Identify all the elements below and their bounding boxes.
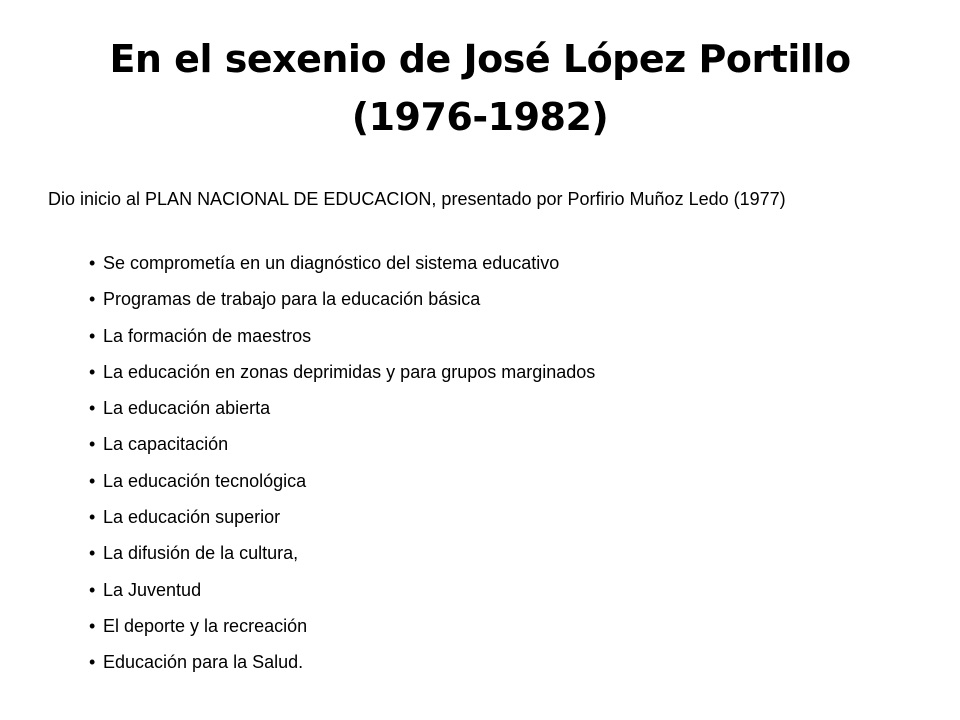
- bullet-text: Educación para la Salud.: [103, 652, 304, 673]
- bullet-dot-icon: •: [89, 434, 96, 455]
- intro-paragraph: Dio inicio al PLAN NACIONAL DE EDUCACION, presentado por Porfirio Muñoz Ledo (1977): [48, 189, 786, 209]
- slide-title: [40, 30, 920, 146]
- bullet-item: [89, 250, 929, 286]
- bullet-text: La educación superior: [103, 507, 281, 528]
- title-line-2: (1976-1982): [351, 95, 609, 139]
- bullet-text: La difusión de la cultura,: [103, 543, 299, 564]
- bullet-dot-icon: •: [89, 615, 96, 636]
- bullet-item: [89, 577, 929, 613]
- bullet-text: La Juventud: [103, 579, 202, 600]
- bullet-dot-icon: •: [89, 543, 96, 564]
- bullet-dot-icon: •: [89, 289, 96, 310]
- bullet-text: La educación en zonas deprimidas y para grupos marginados: [103, 361, 596, 382]
- bullet-dot-icon: •: [89, 361, 96, 382]
- bullet-dot-icon: •: [89, 579, 96, 600]
- bullet-item: [89, 468, 929, 504]
- bullet-text: La educación abierta: [103, 398, 271, 419]
- bullet-dot-icon: •: [89, 507, 96, 528]
- bullet-text: Se comprometía en un diagnóstico del sistema educativo: [103, 253, 560, 273]
- bullet-text: El deporte y la recreación: [103, 615, 308, 636]
- bullet-dot-icon: •: [89, 253, 96, 273]
- bullet-dot-icon: •: [89, 398, 96, 419]
- bullet-list: [89, 250, 929, 686]
- bullet-item: [89, 431, 929, 467]
- bullet-text: La educación tecnológica: [103, 470, 307, 491]
- bullet-item: [89, 540, 929, 576]
- bullet-text: Programas de trabajo para la educación básica: [103, 289, 481, 310]
- bullet-dot-icon: •: [89, 470, 96, 491]
- bullet-item: [89, 649, 929, 685]
- bullet-dot-icon: •: [89, 325, 96, 346]
- bullet-item: [89, 504, 929, 540]
- bullet-text: La formación de maestros: [103, 325, 312, 346]
- bullet-dot-icon: •: [89, 652, 96, 673]
- bullet-item: [89, 359, 929, 395]
- bullet-item: [89, 323, 929, 359]
- bullet-item: [89, 613, 929, 649]
- title-line-1: En el sexenio de José López Portillo: [109, 37, 851, 81]
- bullet-item: [89, 286, 929, 322]
- bullet-item: [89, 395, 929, 431]
- bullet-text: La capacitación: [103, 434, 229, 455]
